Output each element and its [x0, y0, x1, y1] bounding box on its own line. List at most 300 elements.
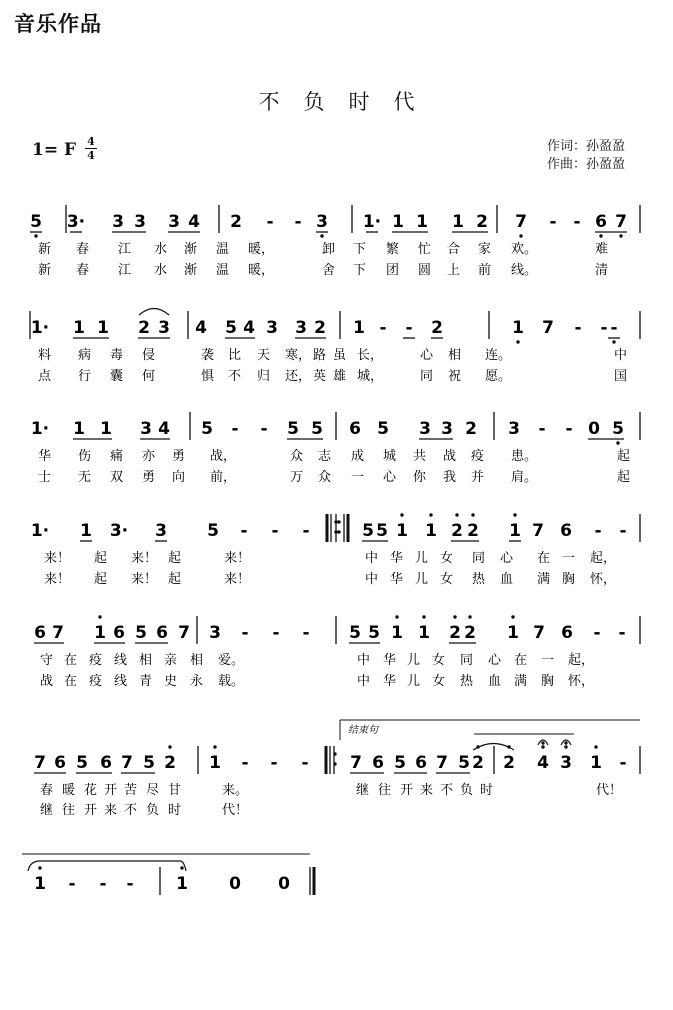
- octave-dot-high: [38, 866, 41, 869]
- octave-dot-low: [320, 234, 323, 237]
- lyric-syllable: 中: [365, 572, 379, 587]
- lyric-syllable: 时: [168, 803, 182, 818]
- lyric-syllable: 负: [460, 783, 474, 798]
- lyric-syllable: 心: [383, 470, 397, 485]
- note: -: [619, 753, 627, 773]
- time-signature-bottom: 4: [87, 149, 95, 162]
- lyric-syllable: 华: [38, 449, 52, 464]
- lyric-syllable: 水: [154, 242, 168, 257]
- note: -: [301, 753, 309, 773]
- note: 2: [476, 212, 488, 232]
- note: 6: [595, 212, 607, 232]
- note: -: [538, 419, 546, 439]
- note: -: [379, 318, 387, 338]
- lyric-syllable: 同: [472, 551, 486, 566]
- lyric-syllable: 春: [76, 263, 90, 278]
- lyric-syllable: 来！: [131, 551, 158, 566]
- lyric-syllable: 侵: [142, 348, 156, 363]
- note: 1: [392, 212, 404, 232]
- note: -: [573, 212, 581, 232]
- song-title: 不负时代: [258, 90, 439, 114]
- lyric-syllable: 雄: [333, 369, 347, 384]
- note: 1: [97, 318, 109, 338]
- lyric-syllable: 囊: [110, 369, 124, 384]
- lyric-syllable: 春: [40, 783, 54, 798]
- note: 3: [134, 212, 146, 232]
- key-signature: 1= F: [32, 140, 77, 160]
- lyric-syllable: 并: [471, 470, 485, 485]
- note: 7: [542, 318, 554, 338]
- lyric-syllable: 渐: [184, 242, 198, 257]
- note: 4: [195, 318, 207, 338]
- fermata-dot: [541, 741, 544, 744]
- note: -: [574, 318, 582, 338]
- lyric-syllable: 儿: [415, 551, 429, 566]
- lyric-syllable: 众: [290, 449, 304, 464]
- note: 6: [415, 753, 427, 773]
- lyric-syllable: 何: [142, 369, 156, 384]
- note: -: [600, 318, 608, 338]
- note: -: [270, 753, 278, 773]
- note: 6: [100, 753, 112, 773]
- lyric-syllable: 病: [78, 348, 92, 363]
- lyric-syllable: 袭: [201, 348, 215, 363]
- lyric-syllable: 点: [38, 369, 52, 384]
- octave-dot-low: [34, 234, 37, 237]
- note: 6: [349, 419, 361, 439]
- lyric-syllable: 永: [190, 674, 204, 689]
- note: 5: [76, 753, 88, 773]
- octave-dot-high: [213, 745, 216, 748]
- lyric-syllable: 线: [114, 674, 128, 689]
- octave-dot-high: [453, 615, 456, 618]
- note: 5: [458, 753, 470, 773]
- lyric-syllable: 来。: [222, 783, 249, 798]
- ending-label: 结束句: [348, 725, 378, 736]
- lyric-syllable: 清: [595, 263, 609, 278]
- lyric-syllable: 线。: [511, 263, 538, 278]
- note: 1·: [30, 521, 50, 541]
- lyric-syllable: 成: [351, 449, 365, 464]
- octave-dot-high: [395, 615, 398, 618]
- lyric-syllable: 来！: [44, 572, 71, 587]
- lyric-syllable: 怀，: [590, 572, 617, 587]
- octave-dot-low: [599, 234, 602, 237]
- lyric-syllable: 在: [514, 653, 528, 668]
- note: 2: [465, 419, 477, 439]
- lyric-syllable: 双: [110, 470, 124, 485]
- note: 3·: [66, 212, 86, 232]
- lyric-syllable: 下: [353, 263, 367, 278]
- note: 7: [178, 623, 190, 643]
- lyric-syllable: 华: [383, 653, 397, 668]
- lyric-syllable: 往: [378, 783, 392, 798]
- octave-dot-high: [468, 615, 471, 618]
- lyric-syllable: 胸: [562, 572, 576, 587]
- lyric-syllable: 祝: [448, 369, 462, 384]
- lyric-syllable: 暖: [62, 783, 76, 798]
- lyric-syllable: 城，: [357, 369, 384, 384]
- lyric-syllable: 温: [216, 242, 230, 257]
- note: 2: [472, 753, 484, 773]
- note: 1: [73, 419, 85, 439]
- note: 7: [532, 521, 544, 541]
- lyric-syllable: 在: [537, 551, 551, 566]
- repeat-dot: [337, 520, 340, 523]
- lyric-syllable: 下: [353, 242, 367, 257]
- note: -: [99, 874, 107, 894]
- octave-dot-high: [564, 745, 567, 748]
- note: -: [271, 521, 279, 541]
- note: 5: [394, 753, 406, 773]
- lyric-syllable: 你: [413, 470, 427, 485]
- note: 1: [80, 521, 92, 541]
- lyric-syllable: 疫: [89, 653, 103, 668]
- lyric-syllable: 同: [460, 653, 474, 668]
- repeat-dot: [333, 762, 336, 765]
- lyric-syllable: 前: [478, 263, 492, 278]
- lyric-syllable: 来！: [224, 551, 251, 566]
- lyric-syllable: 伤: [78, 449, 92, 464]
- slur: [139, 309, 169, 316]
- note: 1: [396, 521, 408, 541]
- note: -: [266, 212, 274, 232]
- lyric-syllable: 满: [537, 572, 551, 587]
- note: -: [594, 521, 602, 541]
- octave-dot-high: [594, 745, 597, 748]
- note: -: [294, 212, 302, 232]
- lyric-syllable: 热: [460, 674, 474, 689]
- note: 2: [431, 318, 443, 338]
- lyric-syllable: 起: [168, 572, 182, 587]
- lyric-syllable: 中: [357, 653, 371, 668]
- note: 1: [452, 212, 464, 232]
- lyric-syllable: 起，: [590, 551, 617, 566]
- lyric-syllable: 起: [617, 470, 631, 485]
- octave-dot-high: [455, 513, 458, 516]
- lyric-syllable: 满: [514, 674, 528, 689]
- note: -: [241, 623, 249, 643]
- note: 4: [537, 753, 549, 773]
- note: 3: [441, 419, 453, 439]
- note: 2: [230, 212, 242, 232]
- note: 5: [135, 623, 147, 643]
- note: 5: [349, 623, 361, 643]
- lyric-syllable: 士: [38, 470, 52, 485]
- lyric-syllable: 家: [478, 242, 492, 257]
- note: -: [126, 874, 134, 894]
- note: 3: [266, 318, 278, 338]
- lyric-syllable: 一: [541, 653, 555, 668]
- note: 0: [278, 874, 290, 894]
- note: -: [610, 318, 618, 338]
- note: -: [593, 623, 601, 643]
- lyric-syllable: 在: [64, 653, 78, 668]
- lyric-syllable: 热: [472, 572, 486, 587]
- note: 1: [176, 874, 188, 894]
- lyric-syllable: 疫: [89, 674, 103, 689]
- lyric-syllable: 患。: [511, 449, 538, 464]
- lyric-syllable: 舍: [322, 263, 336, 278]
- note: -: [272, 623, 280, 643]
- lyric-syllable: 负: [146, 803, 160, 818]
- note: 3·: [109, 521, 129, 541]
- lyric-syllable: 归: [257, 369, 271, 384]
- note: 4: [158, 419, 170, 439]
- note: -: [241, 753, 249, 773]
- note: 6: [372, 753, 384, 773]
- note: 5: [311, 419, 323, 439]
- lyric-syllable: 暖，: [248, 242, 275, 257]
- note: -: [302, 521, 310, 541]
- lyric-syllable: 儿: [407, 674, 421, 689]
- lyric-syllable: 繁: [386, 242, 400, 257]
- lyric-syllable: 儿: [407, 653, 421, 668]
- lyric-syllable: 比: [228, 348, 242, 363]
- lyric-syllable: 胸: [541, 674, 555, 689]
- note: 2: [464, 623, 476, 643]
- lyric-syllable: 国: [614, 369, 628, 384]
- note: 7: [515, 212, 527, 232]
- lyric-syllable: 惧: [201, 369, 215, 384]
- lyric-syllable: 还，: [285, 369, 312, 384]
- lyric-syllable: 忙: [418, 242, 432, 257]
- lyric-syllable: 虽: [333, 348, 347, 363]
- note: 4: [188, 212, 200, 232]
- lyric-syllable: 中: [357, 674, 371, 689]
- lyric-syllable: 温: [216, 263, 230, 278]
- lyric-syllable: 甘: [168, 783, 182, 798]
- lyric-syllable: 勇: [172, 449, 186, 464]
- lyric-syllable: 疫: [471, 449, 485, 464]
- lyric-syllable: 战: [40, 674, 54, 689]
- note: 1: [416, 212, 428, 232]
- lyric-syllable: 开: [104, 783, 118, 798]
- note: 1·: [362, 212, 382, 232]
- note: 5: [368, 623, 380, 643]
- note: 5: [201, 419, 213, 439]
- note: 1: [100, 419, 112, 439]
- note: 1: [34, 874, 46, 894]
- octave-dot-low: [519, 234, 522, 237]
- note: -: [619, 521, 627, 541]
- note: 7: [615, 212, 627, 232]
- note: 1: [209, 753, 221, 773]
- lyric-syllable: 圆: [418, 263, 432, 278]
- lyric-syllable: 儿: [415, 572, 429, 587]
- lyric-syllable: 爱。: [218, 653, 245, 668]
- header-tag: 音乐作品: [14, 12, 102, 36]
- octave-dot-high: [429, 513, 432, 516]
- note: -: [240, 521, 248, 541]
- note: 1: [418, 623, 430, 643]
- lyric-syllable: 不: [440, 783, 454, 798]
- note: 5: [225, 318, 237, 338]
- repeat-dot: [334, 520, 337, 523]
- time-signature-top: 4: [87, 135, 95, 148]
- note: 5: [207, 521, 219, 541]
- repeat-dot: [333, 752, 336, 755]
- lyric-syllable: 开: [400, 783, 414, 798]
- octave-dot-low: [516, 340, 519, 343]
- octave-dot-high: [513, 513, 516, 516]
- lyric-syllable: 心: [420, 348, 434, 363]
- note: 3: [295, 318, 307, 338]
- lyric-syllable: 心: [500, 551, 514, 566]
- lyric-syllable: 女: [432, 674, 446, 689]
- lyric-syllable: 开: [84, 803, 98, 818]
- note: 5: [287, 419, 299, 439]
- lyric-syllable: 春: [76, 242, 90, 257]
- note: 1: [425, 521, 437, 541]
- lyric-syllable: 继: [40, 803, 54, 818]
- lyric-syllable: 向: [172, 470, 186, 485]
- note: 2: [314, 318, 326, 338]
- octave-dot-high: [511, 615, 514, 618]
- lyric-syllable: 血: [500, 572, 514, 587]
- note: 5: [30, 212, 42, 232]
- octave-dot-low: [616, 441, 619, 444]
- lyric-syllable: 水: [154, 263, 168, 278]
- lyric-syllable: 起: [617, 449, 631, 464]
- octave-dot-high: [422, 615, 425, 618]
- note: -: [549, 212, 557, 232]
- lyric-syllable: 来！: [44, 551, 71, 566]
- lyric-syllable: 一: [562, 551, 576, 566]
- lyric-syllable: 暖，: [248, 263, 275, 278]
- lyric-syllable: 起: [168, 551, 182, 566]
- lyric-syllable: 卸: [322, 242, 336, 257]
- lyric-syllable: 不: [124, 803, 138, 818]
- octave-dot-high: [168, 745, 171, 748]
- lyric-syllable: 载。: [218, 674, 245, 689]
- note: 5: [612, 419, 624, 439]
- note: 1: [353, 318, 365, 338]
- lyric-syllable: 相: [448, 348, 462, 363]
- lyric-syllable: 代！: [222, 803, 249, 818]
- lyric-syllable: 来: [420, 783, 434, 798]
- lyric-syllable: 万: [290, 470, 304, 485]
- lyric-syllable: 前，: [210, 470, 237, 485]
- lyric-syllable: 华: [383, 674, 397, 689]
- lyric-syllable: 寒，: [285, 348, 312, 363]
- lyric-syllable: 尽: [146, 783, 160, 798]
- fermata-dot: [564, 741, 567, 744]
- lyric-syllable: 中: [614, 348, 628, 363]
- lyric-syllable: 江: [118, 242, 132, 257]
- note: 7: [52, 623, 64, 643]
- note: -: [231, 419, 239, 439]
- note: 3: [155, 521, 167, 541]
- note: 0: [229, 874, 241, 894]
- lyric-syllable: 战: [443, 449, 457, 464]
- note: 3: [209, 623, 221, 643]
- lyric-syllable: 亦: [142, 449, 156, 464]
- note: 1: [512, 318, 524, 338]
- lyric-syllable: 勇: [142, 470, 156, 485]
- lyric-syllable: 上: [447, 263, 461, 278]
- lyricist-credit: 作词：孙盈盈: [547, 139, 626, 154]
- lyric-syllable: 心: [488, 653, 502, 668]
- lyric-syllable: 亲: [164, 653, 178, 668]
- lyric-syllable: 路: [313, 348, 327, 363]
- tie: [28, 861, 186, 871]
- lyric-syllable: 痛: [110, 449, 124, 464]
- note: 3: [158, 318, 170, 338]
- lyric-syllable: 来！: [131, 572, 158, 587]
- lyric-syllable: 料: [38, 348, 52, 363]
- lyric-syllable: 共: [413, 449, 427, 464]
- note: 1: [590, 753, 602, 773]
- note: -: [260, 419, 268, 439]
- note: 7: [533, 623, 545, 643]
- lyric-syllable: 众: [318, 470, 332, 485]
- repeat-dot: [334, 530, 337, 533]
- lyric-syllable: 怀，: [568, 674, 595, 689]
- lyric-syllable: 城: [383, 449, 397, 464]
- lyric-syllable: 史: [164, 674, 178, 689]
- lyric-syllable: 来: [104, 803, 118, 818]
- lyric-syllable: 合: [447, 242, 461, 257]
- note: 1: [73, 318, 85, 338]
- lyric-syllable: 中: [365, 551, 379, 566]
- note: 5: [143, 753, 155, 773]
- lyric-syllable: 无: [78, 470, 92, 485]
- lyric-syllable: 相: [190, 653, 204, 668]
- lyric-syllable: 线: [114, 653, 128, 668]
- lyric-syllable: 女: [440, 572, 454, 587]
- lyric-syllable: 团: [386, 263, 400, 278]
- note: -: [68, 874, 76, 894]
- note: 1: [94, 623, 106, 643]
- octave-dot-high: [541, 745, 544, 748]
- note: 7: [436, 753, 448, 773]
- lyric-syllable: 往: [62, 803, 76, 818]
- lyric-syllable: 同: [420, 369, 434, 384]
- lyric-syllable: 女: [440, 551, 454, 566]
- lyric-syllable: 在: [64, 674, 78, 689]
- lyric-syllable: 毒: [110, 348, 124, 363]
- lyric-syllable: 战，: [210, 449, 237, 464]
- lyric-syllable: 继: [356, 783, 370, 798]
- note: 3: [168, 212, 180, 232]
- note: 3: [112, 212, 124, 232]
- note: 3: [419, 419, 431, 439]
- lyric-syllable: 华: [390, 572, 404, 587]
- lyric-syllable: 起，: [568, 653, 595, 668]
- lyric-syllable: 女: [432, 653, 446, 668]
- note: -: [302, 623, 310, 643]
- note: 7: [121, 753, 133, 773]
- note: 2: [449, 623, 461, 643]
- note: 1: [507, 623, 519, 643]
- note: 6: [156, 623, 168, 643]
- note: 3: [508, 419, 520, 439]
- lyric-syllable: 连。: [485, 348, 512, 363]
- note: 3: [560, 753, 572, 773]
- lyric-syllable: 守: [40, 653, 54, 668]
- lyric-syllable: 行: [78, 369, 92, 384]
- lyric-syllable: 起: [94, 551, 108, 566]
- lyric-syllable: 志: [318, 449, 332, 464]
- note: 2: [503, 753, 515, 773]
- note: 5: [376, 521, 388, 541]
- note: 4: [243, 318, 255, 338]
- note: 1: [391, 623, 403, 643]
- note: -: [618, 623, 626, 643]
- lyric-syllable: 血: [488, 674, 502, 689]
- note: 1: [509, 521, 521, 541]
